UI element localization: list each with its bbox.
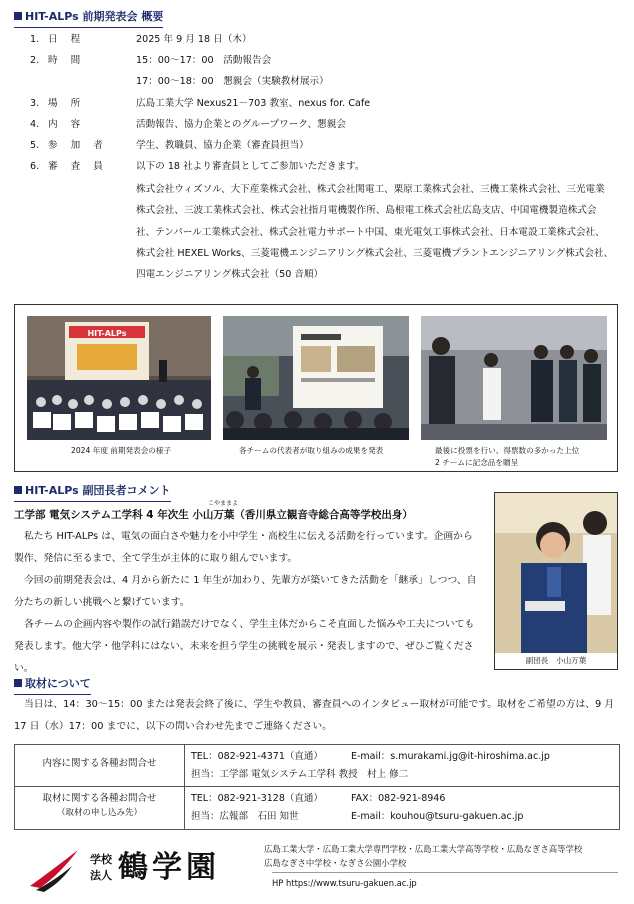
square-bullet-icon <box>14 12 22 20</box>
vice-leader-caption: 副団長 小山万葉 <box>525 656 587 665</box>
row-value: 広島工業大学 Nexus21－703 教室、nexus for. Cafe <box>136 98 371 109</box>
photo-caption-3b: 2 チームに記念品を贈呈 <box>435 458 519 467</box>
row-num: 5. <box>30 140 40 151</box>
interview-heading <box>14 676 91 695</box>
photo-award-ceremony <box>421 316 607 440</box>
contact-label <box>15 787 185 829</box>
contact-person: 担当：工学部 電気システム工学科 教授 村上 修二 <box>191 769 409 780</box>
contact-row-press <box>15 787 619 829</box>
square-bullet-icon <box>14 486 22 494</box>
row-num: 4. <box>30 119 40 130</box>
row-value: 17：00～18：00 懇親会（実験教材展示） <box>136 76 329 87</box>
name-ruby: こやままよ <box>208 500 239 507</box>
contact-table <box>14 744 620 830</box>
commenter-name: 工学部 電気システム工学科 4 年次生 小山万葉（香川県立観音寺総合高等学校出身） <box>14 509 413 521</box>
overview-heading <box>14 9 163 28</box>
logo-corp-type <box>90 852 112 884</box>
photo-panel <box>14 304 618 472</box>
row-value: 以下の 18 社より審査員としてご参加いただきます。 <box>136 161 365 172</box>
row-value: 活動報告、協力企業とのグループワーク、懇親会 <box>136 119 346 130</box>
photo-caption-2: 各チームの代表者が取り組みの成果を発表 <box>239 446 384 455</box>
footer-schools-2: 広島なぎさ中学校・なぎさ公園小学校 <box>264 858 407 868</box>
overview-title: HIT-ALPs 前期発表会 概要 <box>25 10 164 23</box>
judge-company-list: 株式会社ウィズソル、大下産業株式会社、株式会社関電工、栗原工業株式会社、三機工業株式会社、三光電業株式会社、三波工業株式会社、株式会社指月電機製作所、島根電工株式会社広島支店、中国電機製造株式会社、テンパール工業株式会社、株式会社電力サポート中国、東光電気工事株式会社、日本電設工業株式会社、株式会社 HEXEL Works、三菱電機エンジニアリング株式会社、三菱電機プラントエンジニアリング株式会社、四電エンジニアリング株式会社（50 音順） <box>136 184 614 281</box>
row-value: 15：00～17：00 活動報告会 <box>136 55 272 66</box>
square-bullet-icon <box>14 679 22 687</box>
row-label: 時 間 <box>48 55 86 66</box>
vice-leader-photo-frame <box>494 492 618 670</box>
row-value: 2025 年 9 月 18 日（木） <box>136 34 252 45</box>
slide-title-text: HIT-ALPs <box>87 329 127 338</box>
contact-fax: FAX：082-921-8946 <box>351 793 446 804</box>
row-label: 参 加 者 <box>48 140 108 151</box>
row-label: 内 容 <box>48 119 86 130</box>
contact-label-sub: （取材の申し込み先） <box>56 808 142 818</box>
vice-leader-photo <box>495 493 617 653</box>
contact-label: 内容に関する各種お問合せ <box>15 745 185 786</box>
photo-caption-1: 2024 年度 前期発表会の様子 <box>71 446 172 455</box>
comment-title: HIT-ALPs 副団長者コメント <box>25 484 171 497</box>
logo-small-text: 学校 <box>90 853 112 866</box>
crane-logo-icon <box>26 846 86 892</box>
footer-homepage-link[interactable]: HP https://www.tsuru-gakuen.ac.jp <box>272 878 417 888</box>
footer-schools-1: 広島工業大学・広島工業大学専門学校・広島工業大学高等学校・広島なぎさ高等学校 <box>264 844 583 854</box>
contact-tel: TEL：082-921-4371（直通） <box>191 751 323 762</box>
interview-text: 当日は、14：30～15：00 または発表会終了後に、学生や教員、審査員へのインタビュー取材が可能です。取材をご希望の方は、9 月 17 日（水）17：00 までに、以下の問い合わせ先までご連絡ください。 <box>14 699 615 732</box>
contact-label-main: 取材に関する各種お問合せ <box>42 793 157 804</box>
contact-tel: TEL：082-921-3128（直通） <box>191 793 323 804</box>
row-label: 日 程 <box>48 34 86 45</box>
comment-paragraph: 私たち HIT-ALPs は、電気の面白さや魅力を小中学生・高校生に伝える活動を行っています。企画から製作、発信に至るまで、全て学生が主体的に取り組んでいます。 <box>14 531 473 564</box>
row-num: 1. <box>30 34 40 45</box>
row-label: 審 査 員 <box>48 161 108 172</box>
photo-presentation-hall <box>27 316 211 440</box>
row-num: 3. <box>30 98 40 109</box>
comment-paragraph: 各チームの企画内容や製作の試行錯誤だけでなく、学生主体だからこそ直面した悩みや工夫についても発表します。他大学・他学科にはない、未来を担う学生の挑戦を展示・発表しますので、ぜひご覧ください。 <box>14 619 475 674</box>
logo-name: 鶴学園 <box>118 850 220 885</box>
contact-row-content <box>15 745 619 787</box>
interview-title: 取材について <box>25 677 91 690</box>
contact-person: 担当：広報部 石田 知世 <box>191 811 299 822</box>
photo-team-presenter <box>223 316 409 440</box>
footer-divider <box>272 872 618 873</box>
comment-paragraph: 今回の前期発表会は、4 月から新たに 1 年生が加わり、先輩方が築いてきた活動を「継承」しつつ、自分たちの新しい挑戦へと繋げています。 <box>14 575 477 608</box>
photo-caption-3a: 最後に投票を行い、得票数の多かった上位 <box>435 446 580 455</box>
row-label: 場 所 <box>48 98 86 109</box>
contact-email-link[interactable]: E-mail：s.murakami.jg@it-hiroshima.ac.jp <box>351 751 550 762</box>
row-value: 学生、教職員、協力企業（審査員担当） <box>136 140 309 151</box>
row-num: 6. <box>30 161 40 172</box>
comment-body <box>14 526 482 680</box>
row-num: 2. <box>30 55 40 66</box>
tsuru-gakuen-logo <box>26 846 246 892</box>
contact-email-link[interactable]: E-mail：kouhou@tsuru-gakuen.ac.jp <box>351 811 524 822</box>
logo-small-text: 法人 <box>90 869 112 882</box>
comment-heading <box>14 483 171 502</box>
